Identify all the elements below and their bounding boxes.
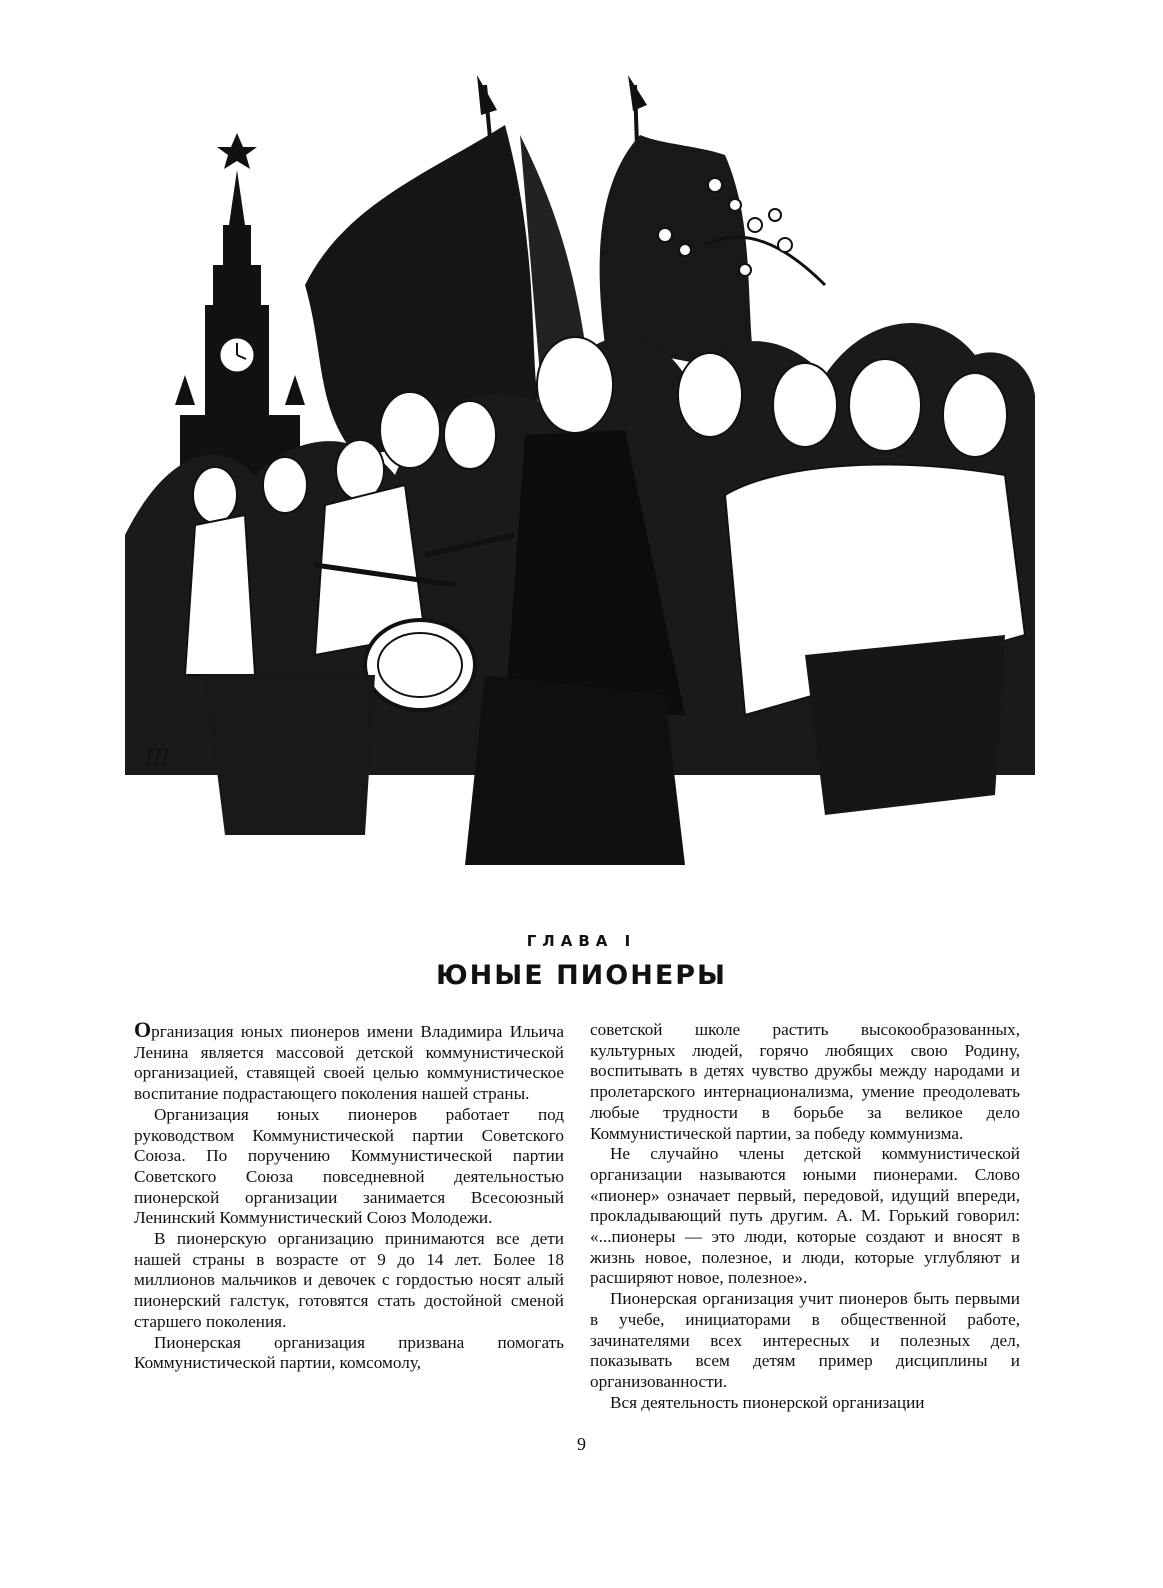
illustration-svg xyxy=(125,75,1035,865)
paragraph: Вся деятельность пионерской организации xyxy=(610,1392,925,1412)
left-column xyxy=(134,1017,564,1374)
dropcap: О xyxy=(134,1017,152,1042)
paragraph: советской школе растить высокообразованных, культурных людей, горячо любящих свою Родину, воспитывать в детях чувство дружбы между народами и пролетарского интернационализма, умение преодолевать любые трудности в борьбе за великое дело Коммунистической партии, за победу коммунизма. xyxy=(590,1020,1020,1143)
artist-signature: Ш xyxy=(145,746,171,771)
paragraph: Организация юных пионеров работает под руководством Коммунистической партии Советского Союза. По поручению Коммунистической партии Советского Союза повседневной деятельностью пионерской организации занимается Всесоюзный Ленинский Коммунистический Союз Молодежи. xyxy=(134,1104,564,1228)
right-column xyxy=(590,1020,1020,1413)
paragraph-text: рганизация юных пионеров имени Владимира Ильича Ленина является массовой детской коммунистической организацией, ставящей своей целью коммунистическое воспитание подрастающего поколения нашей страны. xyxy=(134,1022,564,1104)
chapter-title: ЮНЫЕ ПИОНЕРЫ xyxy=(435,960,728,991)
page-number: 9 xyxy=(577,1434,586,1454)
paragraph xyxy=(134,1017,564,1105)
chapter-label: ГЛАВА I xyxy=(526,932,637,950)
paragraph: Не случайно члены детской коммунистической организации называются юными пионерами. Слово «пионер» означает первый, передовой, идущий впереди, прокладывающий путь другим. А. М. Горький говорил: «...пионеры — это люди, которые создают и вносят в жизнь новое, полезное, и люди, которые углубляют и расширяют новое, полезное». xyxy=(590,1144,1020,1288)
paragraph: В пионерскую организацию принимаются все дети нашей страны в возрасте от 9 до 14 лет. Более 18 миллионов мальчиков и девочек с гордостью носят алый пионерский галстук, готовятся стать достойной сменой старшего поколения. xyxy=(134,1229,564,1331)
paragraph: Пионерская организация призвана помогать Коммунистической партии, комсомолу, xyxy=(134,1332,564,1373)
paragraph: Пионерская организация учит пионеров быть первыми в учебе, инициаторами в общественной работе, зачинателями всех интересных и полезных дел, показывать всем детям пример дисциплины и организованности. xyxy=(590,1289,1020,1391)
pioneers-parade-illustration xyxy=(125,75,1035,865)
